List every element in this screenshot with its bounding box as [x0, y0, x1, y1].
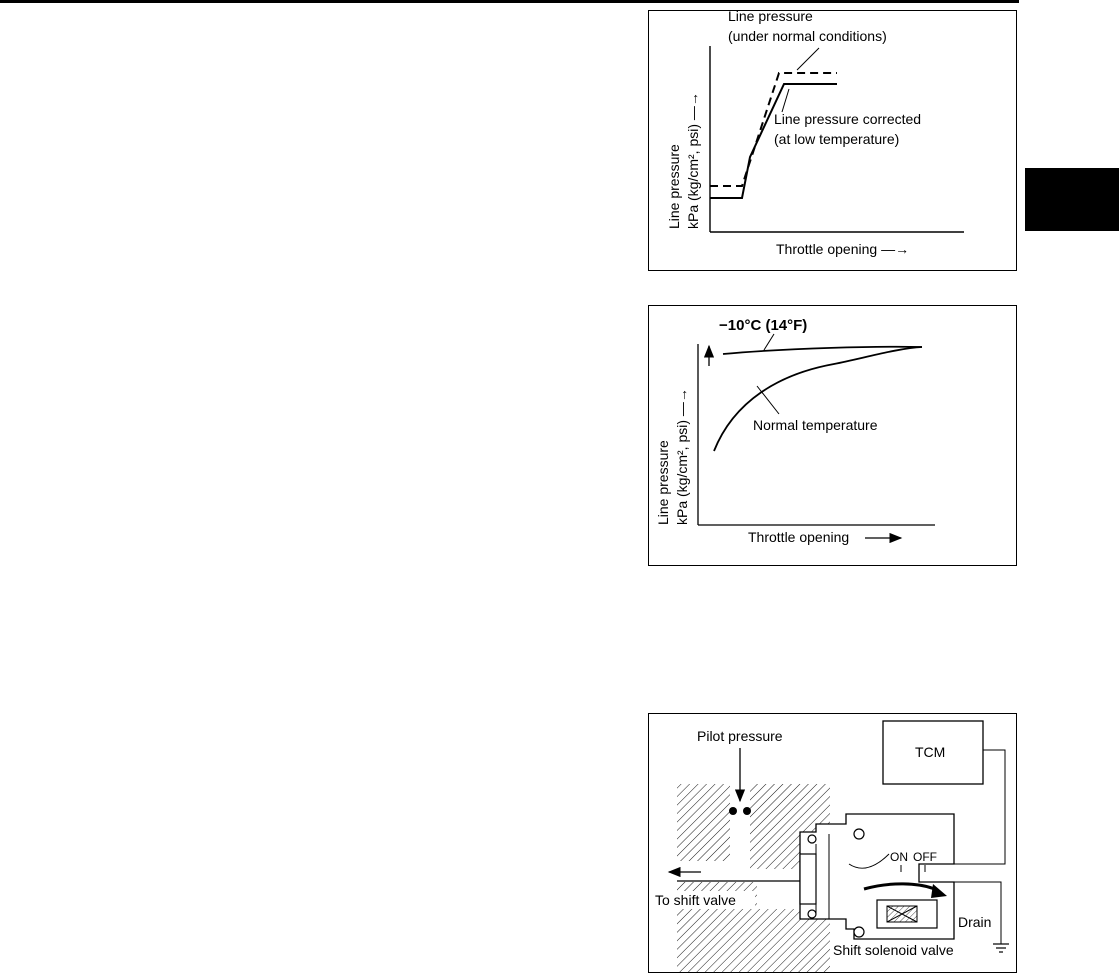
fig2-x-label: Throttle opening	[748, 529, 850, 545]
solenoid-plunger-tip	[800, 854, 816, 904]
o-ring-bottom	[854, 927, 864, 937]
fig1-normal-note-line1: Line pressure	[728, 11, 813, 24]
fig1-corrected-note-line1: Line pressure corrected	[774, 111, 922, 127]
fig1-normal-pressure-curve	[710, 73, 837, 186]
tcm-label: TCM	[915, 744, 946, 760]
o-ring-top	[854, 829, 864, 839]
page-top-rule	[0, 0, 1019, 3]
line-pressure-temperature-figure	[648, 305, 1017, 566]
o-ring-lower	[808, 910, 816, 918]
o-ring-upper	[808, 835, 816, 843]
valve-body-upper-left	[677, 784, 730, 861]
fig2-normal-curve	[714, 347, 922, 451]
switch-on-label: ON	[890, 850, 908, 864]
line-pressure-correction-figure	[648, 10, 1017, 271]
fig1-corrected-note-line2: (at low temperature)	[774, 131, 900, 147]
drain-label: Drain	[958, 914, 992, 930]
fig1-diagram	[649, 11, 1018, 272]
to-shift-valve-label: To shift valve	[655, 892, 736, 908]
fig2-diagram	[649, 306, 1018, 567]
fig1-normal-leader	[797, 48, 819, 70]
fig2-cold-curve	[723, 347, 922, 354]
orifice-right	[743, 807, 751, 815]
orifice-left	[729, 807, 737, 815]
shift-solenoid-valve-figure	[648, 713, 1017, 973]
fig2-normal-leader	[757, 386, 779, 414]
fig1-normal-note-line2: (under normal conditions)	[728, 28, 887, 44]
fig1-y-label-line1: Line pressure	[666, 144, 682, 229]
fig2-y-label-line1: Line pressure	[655, 440, 671, 525]
section-index-tab	[1025, 168, 1119, 231]
fig2-normal-label: Normal temperature	[753, 417, 878, 433]
fig1-y-label-line2: kPa (kg/cm², psi) —→	[685, 92, 701, 229]
fig2-cold-label: −10°C (14°F)	[719, 317, 808, 334]
shift-solenoid-valve-label: Shift solenoid valve	[833, 942, 954, 958]
pilot-pressure-label: Pilot pressure	[697, 728, 783, 744]
switch-off-label: OFF	[913, 850, 937, 864]
fig2-y-label-line2: kPa (kg/cm², psi) —→	[674, 388, 690, 525]
fig1-x-label: Throttle opening —→	[776, 241, 910, 257]
fig3-diagram	[649, 714, 1018, 974]
fig2-cold-leader	[764, 334, 774, 350]
fig1-corrected-leader	[782, 89, 789, 112]
